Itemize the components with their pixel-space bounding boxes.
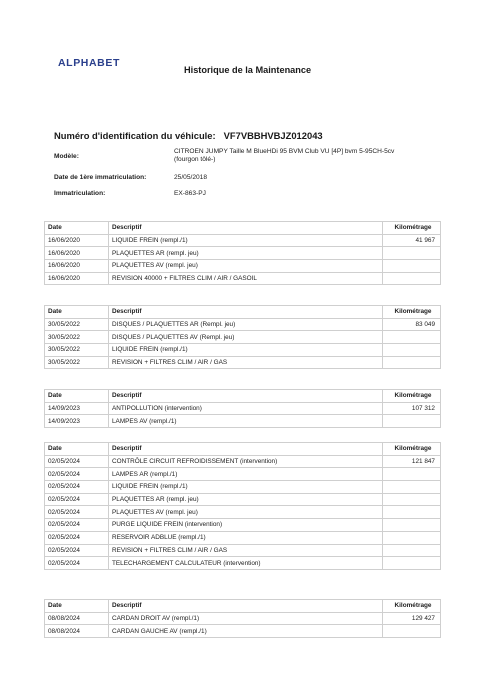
table-row [45, 612, 441, 625]
table-row [45, 260, 441, 273]
row-description: LAMPES AV (rempl./1) [109, 415, 383, 428]
row-date: 16/06/2020 [45, 234, 109, 247]
row-date: 02/05/2024 [45, 455, 109, 468]
mileage-column-header: Kilométrage [383, 222, 441, 235]
row-mileage [383, 260, 441, 273]
row-description: REVISION + FILTRES CLIM / AIR / GAS [109, 544, 383, 557]
row-date: 30/05/2022 [45, 356, 109, 369]
row-description: TELECHARGEMENT CALCULATEUR (intervention) [109, 557, 383, 570]
plate-label: Immatriculation: [54, 190, 106, 197]
plate-value: EX-863-PJ [174, 190, 206, 197]
row-date: 16/06/2020 [45, 260, 109, 273]
row-date: 30/05/2022 [45, 331, 109, 344]
maintenance-table [44, 442, 441, 570]
table-row [45, 557, 441, 570]
row-description: DISQUES / PLAQUETTES AR (Rempl. jeu) [109, 318, 383, 331]
row-date: 16/06/2020 [45, 247, 109, 260]
row-description: CONTRÔLE CIRCUIT REFROIDISSEMENT (intervention) [109, 455, 383, 468]
first-registration-value: 25/05/2018 [174, 174, 208, 181]
row-description: LIQUIDE FREIN (rempl./1) [109, 344, 383, 357]
row-date: 30/05/2022 [45, 318, 109, 331]
table-row [45, 234, 441, 247]
row-mileage [383, 356, 441, 369]
row-mileage [383, 531, 441, 544]
row-description: CARDAN DROIT AV (rempl./1) [109, 612, 383, 625]
row-description: PLAQUETTES AV (rempl. jeu) [109, 260, 383, 273]
date-column-header: Date [45, 600, 109, 613]
table-row [45, 402, 441, 415]
date-column-header: Date [45, 443, 109, 456]
vin-value: VF7VBBHVBJZ012043 [223, 130, 323, 141]
table-row [45, 344, 441, 357]
date-column-header: Date [45, 390, 109, 403]
table-row [45, 481, 441, 494]
row-description: PLAQUETTES AR (rempl. jeu) [109, 493, 383, 506]
row-date: 14/09/2023 [45, 402, 109, 415]
table-row [45, 493, 441, 506]
model-label: Modèle: [54, 153, 79, 160]
first-registration-label: Date de 1ère immatriculation: [54, 174, 147, 181]
row-mileage: 83 049 [383, 318, 441, 331]
table-row [45, 468, 441, 481]
description-column-header: Descriptif [109, 443, 383, 456]
row-mileage [383, 272, 441, 285]
row-mileage [383, 544, 441, 557]
mileage-column-header: Kilométrage [383, 306, 441, 319]
table-row [45, 455, 441, 468]
mileage-column-header: Kilométrage [383, 600, 441, 613]
maintenance-table [44, 221, 441, 285]
alphabet-logo: ALPHABET [58, 57, 120, 69]
row-description: DISQUES / PLAQUETTES AV (Rempl. jeu) [109, 331, 383, 344]
description-column-header: Descriptif [109, 306, 383, 319]
table-header-row [45, 306, 441, 319]
row-mileage [383, 468, 441, 481]
row-mileage [383, 625, 441, 638]
row-mileage [383, 557, 441, 570]
row-date: 08/08/2024 [45, 625, 109, 638]
table-row [45, 247, 441, 260]
row-mileage [383, 331, 441, 344]
model-value: CITROEN JUMPY Taille M BlueHDi 95 BVM Club VU [4P] bvm 5-95CH-5cv (fourgon tôlé-) [174, 148, 395, 164]
row-mileage [383, 493, 441, 506]
description-column-header: Descriptif [109, 600, 383, 613]
table-row [45, 331, 441, 344]
row-date: 02/05/2024 [45, 506, 109, 519]
row-description: REVISION 40000 + FILTRES CLIM / AIR / GASOIL [109, 272, 383, 285]
row-date: 02/05/2024 [45, 544, 109, 557]
table-row [45, 318, 441, 331]
row-mileage [383, 415, 441, 428]
table-header-row [45, 390, 441, 403]
row-date: 30/05/2022 [45, 344, 109, 357]
row-mileage [383, 344, 441, 357]
row-date: 14/09/2023 [45, 415, 109, 428]
table-row [45, 272, 441, 285]
row-description: ANTIPOLLUTION (intervention) [109, 402, 383, 415]
row-description: PURGE LIQUIDE FREIN (intervention) [109, 519, 383, 532]
row-date: 02/05/2024 [45, 557, 109, 570]
row-mileage [383, 506, 441, 519]
row-date: 02/05/2024 [45, 493, 109, 506]
row-description: PLAQUETTES AV (rempl. jeu) [109, 506, 383, 519]
row-date: 16/06/2020 [45, 272, 109, 285]
table-row [45, 356, 441, 369]
row-mileage [383, 481, 441, 494]
row-description: REVISION + FILTRES CLIM / AIR / GAS [109, 356, 383, 369]
row-mileage: 129 427 [383, 612, 441, 625]
table-header-row [45, 443, 441, 456]
row-date: 02/05/2024 [45, 481, 109, 494]
row-description: RESERVOIR ADBLUE (rempl./1) [109, 531, 383, 544]
mileage-column-header: Kilométrage [383, 390, 441, 403]
description-column-header: Descriptif [109, 390, 383, 403]
maintenance-table [44, 599, 441, 638]
table-row [45, 519, 441, 532]
row-description: CARDAN GAUCHE AV (rempl./1) [109, 625, 383, 638]
mileage-column-header: Kilométrage [383, 443, 441, 456]
document-title: Historique de la Maintenance [184, 65, 312, 75]
row-mileage [383, 247, 441, 260]
maintenance-table [44, 389, 441, 428]
row-date: 02/05/2024 [45, 531, 109, 544]
row-description: LIQUIDE FREIN (rempl./1) [109, 481, 383, 494]
table-row [45, 531, 441, 544]
row-mileage: 107 312 [383, 402, 441, 415]
vin-row [54, 130, 323, 141]
row-mileage [383, 519, 441, 532]
table-row [45, 625, 441, 638]
row-description: LAMPES AR (rempl./1) [109, 468, 383, 481]
row-mileage: 121 847 [383, 455, 441, 468]
row-mileage: 41 967 [383, 234, 441, 247]
row-date: 02/05/2024 [45, 468, 109, 481]
table-row [45, 544, 441, 557]
table-row [45, 415, 441, 428]
table-header-row [45, 222, 441, 235]
row-description: LIQUIDE FREIN (rempl./1) [109, 234, 383, 247]
row-date: 02/05/2024 [45, 519, 109, 532]
row-date: 08/08/2024 [45, 612, 109, 625]
row-description: PLAQUETTES AR (rempl. jeu) [109, 247, 383, 260]
table-header-row [45, 600, 441, 613]
description-column-header: Descriptif [109, 222, 383, 235]
date-column-header: Date [45, 222, 109, 235]
maintenance-table [44, 305, 441, 369]
date-column-header: Date [45, 306, 109, 319]
vin-label: Numéro d'identification du véhicule: [54, 130, 216, 141]
table-row [45, 506, 441, 519]
